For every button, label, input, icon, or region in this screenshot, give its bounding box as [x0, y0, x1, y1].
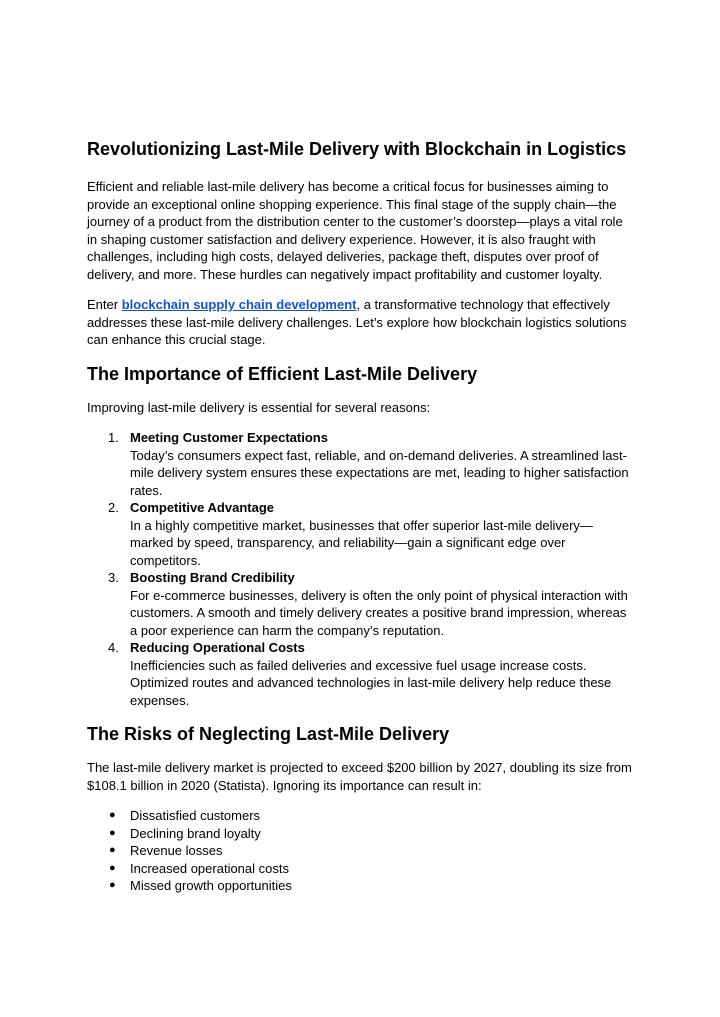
list-item	[87, 877, 635, 895]
list-item	[87, 499, 635, 569]
list-number: 1.	[108, 430, 119, 445]
bullet-icon: ●	[109, 844, 116, 856]
enter-prefix: Enter	[87, 297, 122, 312]
bullet-text: Revenue losses	[130, 843, 223, 858]
list-item-body: For e-commerce businesses, delivery is often the only point of physical interaction with customers. A smooth and timely delivery creates a positive brand impression, whereas a poor experience can harm the company’s reputation.	[130, 587, 628, 638]
section-heading-risks: The Risks of Neglecting Last-Mile Delivery	[87, 724, 450, 744]
list-item-body: Inefficiencies such as failed deliveries and excessive fuel usage increase costs. Optimized routes and advanced technologies in last-mile delivery help reduce these expenses.	[130, 657, 612, 708]
bullet-text: Declining brand loyalty	[130, 825, 261, 841]
list-item	[87, 429, 635, 499]
blockchain-supply-chain-link[interactable]: blockchain supply chain development	[121, 297, 357, 312]
list-item	[87, 569, 635, 639]
enter-suffix: , a transformative technology that effectively addresses these last-mile delivery challenges. Let’s explore how blockchain logistics solutions can enhance this crucial stage.	[87, 297, 627, 347]
list-number: 4.	[108, 640, 119, 655]
list-item	[87, 842, 635, 860]
bullet-text: Missed growth opportunities	[130, 878, 292, 893]
importance-lead: Improving last-mile delivery is essential for several reasons:	[87, 399, 431, 415]
bullet-icon: ●	[109, 809, 116, 821]
list-item	[87, 639, 635, 709]
risks-list	[87, 807, 635, 895]
risks-lead: The last-mile delivery market is projected to exceed $200 billion by 2027, doubling its size from $108.1 billion in 2020 (Statista). Ignoring its importance can result in:	[87, 760, 632, 793]
list-item-title: Boosting Brand Credibility	[130, 570, 295, 585]
list-number: 2.	[108, 500, 119, 515]
document-page	[87, 138, 635, 895]
list-item	[87, 860, 635, 878]
list-item-title: Competitive Advantage	[130, 500, 274, 515]
list-item	[87, 825, 635, 843]
bullet-icon: ●	[109, 879, 116, 891]
list-item	[87, 807, 635, 825]
bullet-text: Increased operational costs	[130, 860, 289, 876]
document-title: Revolutionizing Last-Mile Delivery with Blockchain in Logistics	[87, 139, 627, 159]
list-number: 3.	[108, 570, 119, 585]
list-item-title: Reducing Operational Costs	[130, 640, 305, 655]
enter-paragraph	[87, 296, 635, 349]
bullet-icon: ●	[109, 861, 116, 874]
section-heading-importance: The Importance of Efficient Last-Mile Delivery	[87, 363, 478, 384]
list-item-body: Today’s consumers expect fast, reliable, and on-demand deliveries. A streamlined last-mile delivery system ensures these expectations are met, leading to higher satisfaction rates.	[130, 447, 629, 498]
list-item-title: Meeting Customer Expectations	[130, 430, 328, 445]
list-item-body: In a highly competitive market, businesses that offer superior last-mile delivery—marked by speed, transparency, and reliability—gain a significant edge over competitors.	[130, 517, 593, 568]
intro-paragraph: Efficient and reliable last-mile delivery has become a critical focus for businesses aiming to provide an exceptional online shopping experience. This final stage of the supply chain—the journey of a product from the distribution center to the customer’s doorstep—plays a vital role in shaping customer satisfaction and delivery experience. However, it is also fraught with challenges, including high costs, delayed deliveries, package theft, disputes over proof of delivery, and more. These hurdles can negatively impact profitability and customer loyalty.	[87, 179, 623, 282]
bullet-text: Dissatisfied customers	[130, 808, 261, 823]
bullet-icon: ●	[109, 826, 116, 839]
importance-list	[87, 429, 635, 709]
